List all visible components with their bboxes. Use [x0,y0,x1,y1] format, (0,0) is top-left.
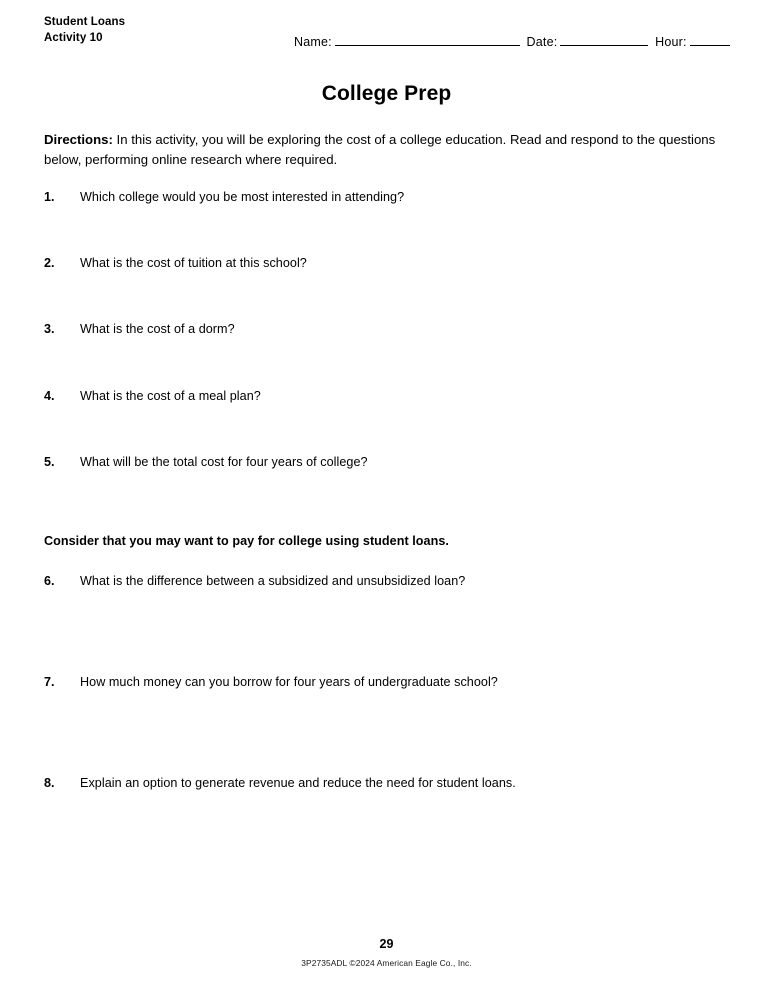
activity-label: Activity 10 [44,32,103,44]
hour-input-line[interactable] [690,33,730,46]
question-text: What is the cost of tuition at this school? [80,256,307,270]
question-number: 4. [44,389,55,403]
question-item [44,673,734,691]
question-item [44,254,734,272]
question-text: Which college would you be most interested in attending? [80,190,405,204]
name-input-line[interactable] [335,33,520,46]
directions-paragraph [44,130,716,170]
page-header [44,14,729,54]
question-number: 5. [44,455,55,469]
question-text: What will be the total cost for four years of college? [80,455,368,469]
question-text: What is the cost of a dorm? [80,322,235,336]
question-text: How much money can you borrow for four years of undergraduate school? [80,675,498,689]
question-item [44,453,734,471]
directions-body: In this activity, you will be exploring the cost of a college education. Read and respond to the questions below, performing online research where required. [44,132,716,167]
question-text: Explain an option to generate revenue and reduce the need for student loans. [80,776,516,790]
directions-label: Directions: [44,132,113,147]
question-number: 6. [44,574,55,588]
header-unit-info [44,14,125,46]
question-item [44,387,734,405]
page-title: College Prep [321,82,452,105]
hour-label: Hour: [655,35,687,49]
question-item [44,188,734,206]
student-info-fields [294,33,733,49]
question-number: 2. [44,256,55,270]
page-number: 29 [379,937,394,951]
section-subheading: Consider that you may want to pay for college using student loans. [44,534,449,548]
question-item [44,774,734,792]
date-input-line[interactable] [560,33,648,46]
date-label: Date: [526,35,558,49]
question-item [44,320,734,338]
copyright-notice: 3P2735ADL ©2024 American Eagle Co., Inc. [301,958,472,968]
question-number: 7. [44,675,55,689]
question-text: What is the difference between a subsidized and unsubsidized loan? [80,574,466,588]
question-item [44,572,734,590]
unit-title: Student Loans [44,16,126,28]
question-number: 1. [44,190,55,204]
question-number: 8. [44,776,55,790]
name-label: Name: [294,35,332,49]
question-number: 3. [44,322,55,336]
question-text: What is the cost of a meal plan? [80,389,261,403]
